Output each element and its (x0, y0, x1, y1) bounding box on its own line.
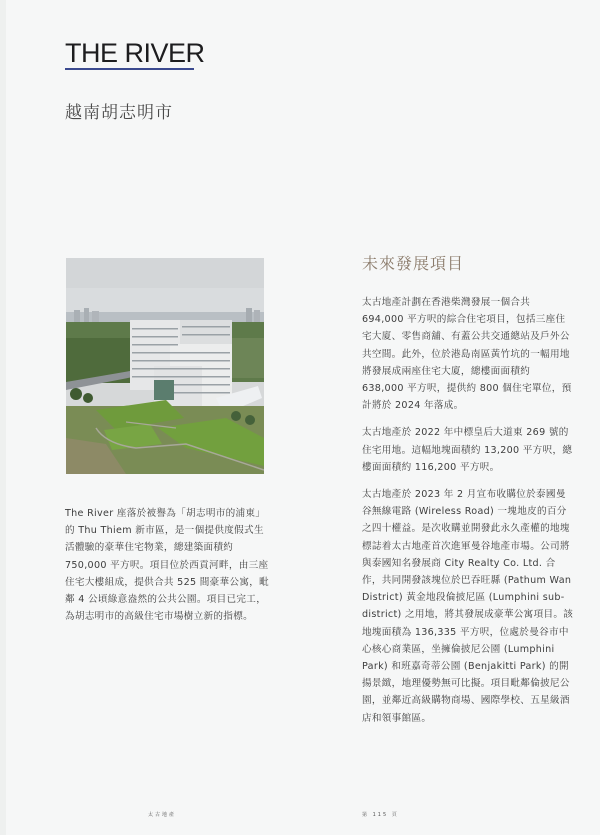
location-subtitle: 越南胡志明市 (65, 103, 173, 123)
footer-page-number: 第 115 頁 (362, 812, 399, 818)
project-description (65, 505, 270, 625)
title-underline (65, 68, 194, 70)
page-title: THE RIVER (65, 38, 205, 68)
page-edge-strip (0, 0, 6, 835)
future-projects-body (362, 294, 574, 737)
future-projects-heading: 未來發展項目 (362, 254, 465, 273)
project-photo (66, 258, 264, 474)
paragraph-bangkok-acquisition: 太古地產於 2023 年 2 月宣布收購位於泰國曼谷無線電路 (Wireless Road) 一塊地皮的百分之四十權益。是次收購並開發此永久產權的地塊標誌着太古地產首次進軍曼谷地產市場。公司將與泰國知名發展商 City Realty Co. Ltd. 合作，共同開發該塊位於巴吞旺縣 (Pathum Wan District) 黃金地段倫披尼區 (Lumphini sub-district) 之用地，將其發展成豪華公寓項目。該地塊面積為 136,335 平方呎，位處於曼谷市中心核心商業區，坐擁倫披尼公園 (Lumphini Park) 和班嘉奇蒂公園 (Benjakitti Park) 的開揚景緻，地理優勢無可比擬。項目毗鄰倫披尼公園，並鄰近高級購物商場、國際學校、五星級酒店和領事館區。 (362, 489, 574, 724)
project-description-paragraph: The River 座落於被譽為「胡志明市的浦東」的 Thu Thiem 新市區，是一個提供度假式生活體驗的豪華住宅物業，總建築面積約 750,000 平方呎。項目位於西貢河畔，由三座住宅大樓組成，提供合共 525 間豪華公寓，毗鄰 4 公頃綠意盎然的公共公園。項目已完工，為胡志明市的高級住宅市場樹立新的指標。 (65, 508, 269, 623)
paragraph-queens-road-east: 太古地產於 2022 年中標皇后大道東 269 號的住宅用地。這幅地塊面積約 13,200 平方呎，總樓面面積約 116,200 平方呎。 (362, 427, 573, 473)
paragraph-hong-kong-projects: 太古地產計劃在香港柴灣發展一個合共 694,000 平方呎的綜合住宅項目，包括三座住宅大廈、零售商舖、有蓋公共交通總站及戶外公共空間。此外，位於港島南區黃竹坑的一幅用地將發展成兩座住宅大廈，總樓面面積約 638,000 平方呎，提供約 800 個住宅單位，預計將於 2024 年落成。 (362, 297, 572, 412)
footer-company-name: 太古地產 (148, 812, 177, 818)
